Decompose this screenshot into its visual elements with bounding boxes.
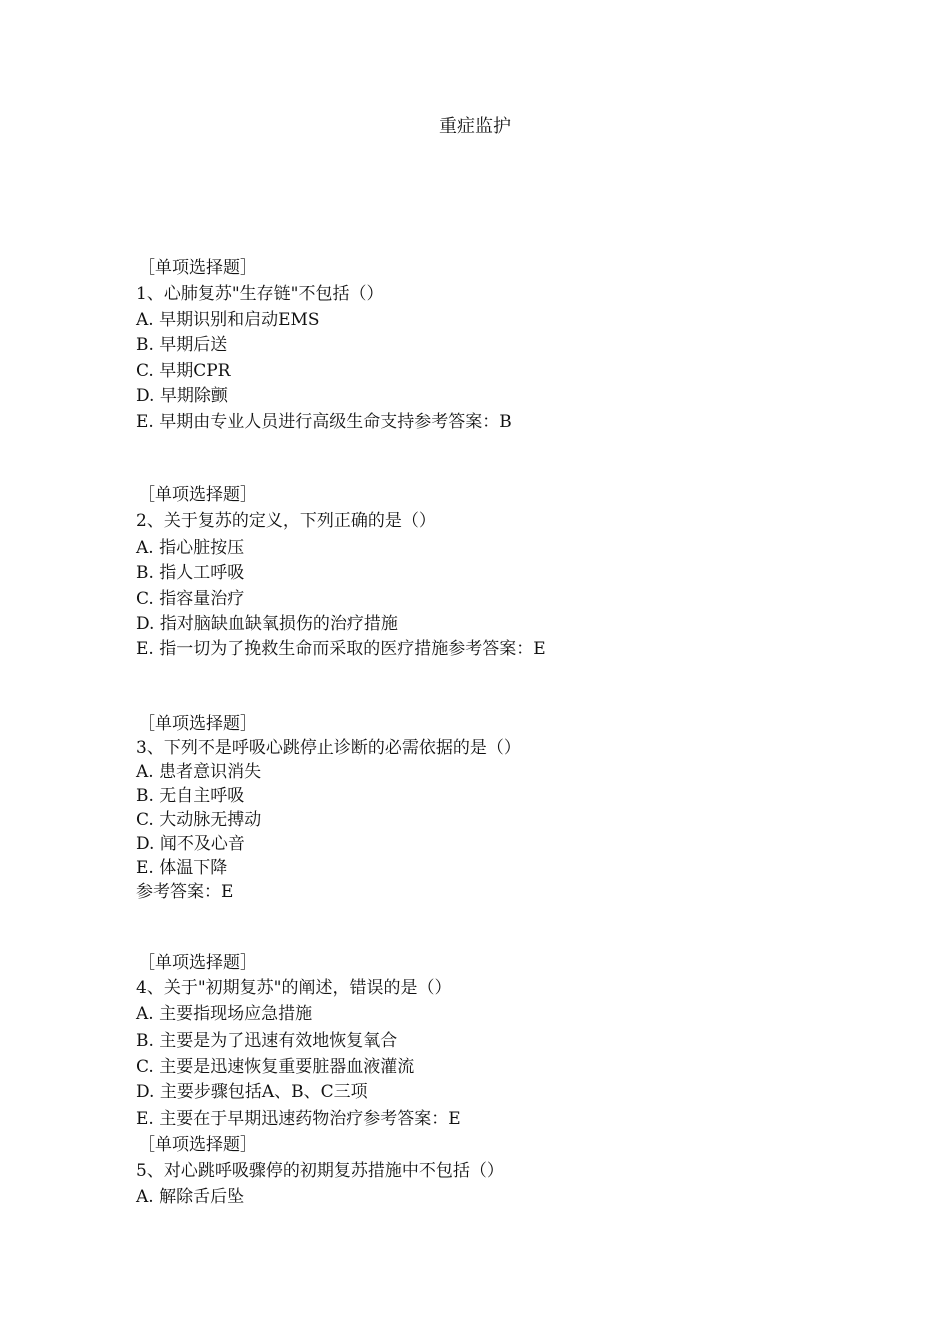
option-c: C. 早期CPR	[136, 361, 231, 381]
question-type-label: ［单项选择题］	[138, 1135, 257, 1155]
question-stem: 3、下列不是呼吸心跳停止诊断的必需依据的是（）	[136, 738, 521, 758]
option-c: C. 大动脉无搏动	[136, 810, 262, 830]
question-type-label: ［单项选择题］	[138, 714, 257, 734]
option-d: D. 主要步骤包括A、B、C三项	[136, 1082, 368, 1102]
option-c: C. 指容量治疗	[136, 589, 245, 609]
question-stem: 4、关于"初期复苏"的阐述，错误的是（）	[136, 978, 452, 998]
option-d: D. 指对脑缺血缺氧损伤的治疗措施	[136, 614, 398, 634]
question-type-label: ［单项选择题］	[138, 953, 257, 973]
question-type-label: ［单项选择题］	[138, 258, 257, 278]
option-a: A. 解除舌后坠	[136, 1187, 245, 1207]
option-b: B. 指人工呼吸	[136, 563, 245, 583]
question-stem: 1、心肺复苏"生存链"不包括（）	[136, 284, 384, 304]
option-b: B. 早期后送	[136, 335, 228, 355]
option-e: E. 体温下降	[136, 858, 228, 878]
question-stem: 2、关于复苏的定义，下列正确的是（）	[136, 511, 436, 531]
option-a: A. 患者意识消失	[136, 762, 262, 782]
document-title: 重症监护	[439, 116, 511, 137]
option-d: D. 闻不及心音	[136, 834, 245, 854]
answer-line: 参考答案：E	[136, 882, 234, 902]
option-e: E. 早期由专业人员进行高级生命支持参考答案：B	[136, 412, 512, 432]
option-a: A. 早期识别和启动EMS	[136, 310, 320, 330]
option-a: A. 主要指现场应急措施	[136, 1004, 313, 1024]
option-b: B. 无自主呼吸	[136, 786, 245, 806]
option-a: A. 指心脏按压	[136, 538, 245, 558]
question-stem: 5、对心跳呼吸骤停的初期复苏措施中不包括（）	[136, 1161, 504, 1181]
option-c: C. 主要是迅速恢复重要脏器血液灌流	[136, 1057, 415, 1077]
option-e: E. 指一切为了挽救生命而采取的医疗措施参考答案：E	[136, 639, 546, 659]
option-b: B. 主要是为了迅速有效地恢复氧合	[136, 1031, 398, 1051]
option-e: E. 主要在于早期迅速药物治疗参考答案：E	[136, 1109, 461, 1129]
question-type-label: ［单项选择题］	[138, 485, 257, 505]
option-d: D. 早期除颤	[136, 386, 228, 406]
